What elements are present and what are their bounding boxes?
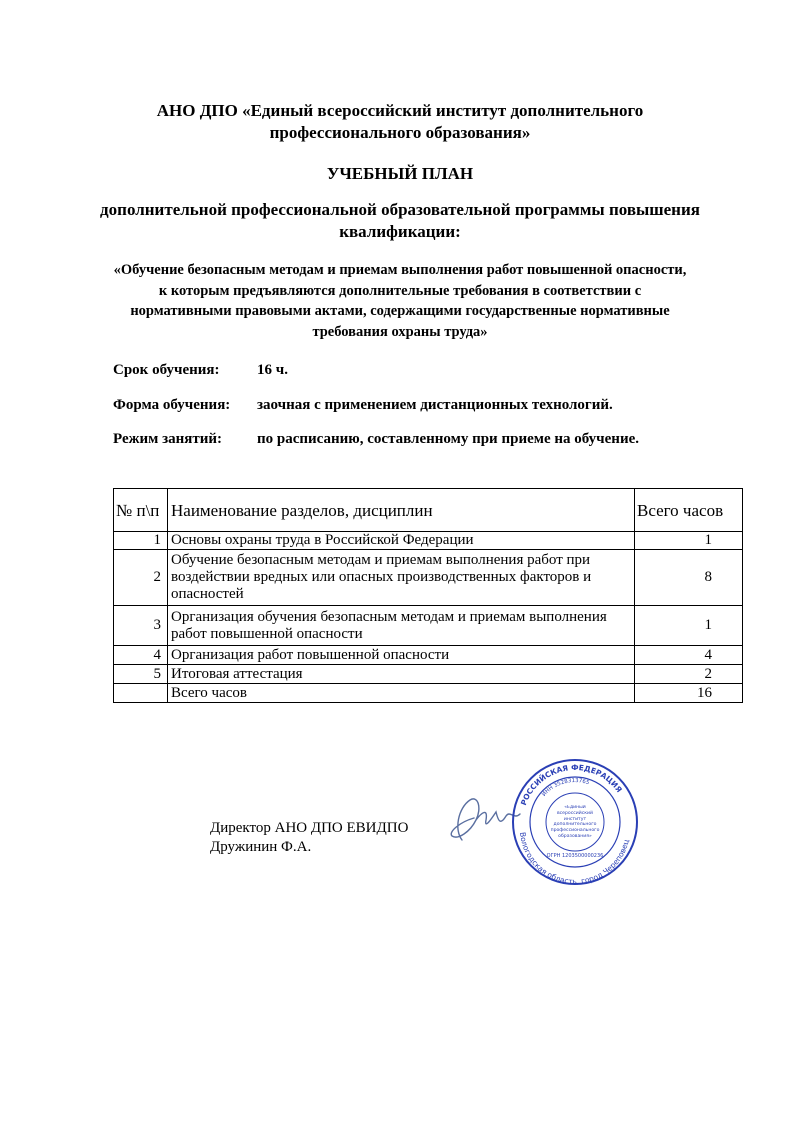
organization-title: АНО ДПО «Единый всероссийский институт дополнительного профессионального образования» xyxy=(156,101,644,142)
total-label: Всего часов xyxy=(168,684,635,703)
table-total-row xyxy=(114,684,743,703)
stamp-inn-text: ИНН 3528313765 xyxy=(541,777,590,798)
stamp-center xyxy=(548,805,602,839)
row-number: 1 xyxy=(114,532,168,550)
header-total-hours: Всего часов xyxy=(635,489,743,532)
row-number: 5 xyxy=(114,665,168,684)
schedule-mode-value: по расписанию, составленному при приеме на обучение. xyxy=(257,431,639,447)
stamp-ogrn-text: ОГРН 1203500000236 xyxy=(546,853,604,859)
signatory-name: Дружинин Ф.А. xyxy=(210,839,312,855)
stamp-top-text: РОССИЙСКАЯ ФЕДЕРАЦИЯ xyxy=(518,762,624,807)
signatory-position: Директор АНО ДПО ЕВИДПО xyxy=(210,820,409,836)
row-discipline: Обучение безопасным методам и приемам выполнения работ при воздействии вредных или опасных производственных факторов и опасностей xyxy=(168,550,635,606)
row-discipline: Организация работ повышенной опасности xyxy=(168,646,635,665)
organization-stamp xyxy=(510,757,640,887)
table-row xyxy=(114,532,743,550)
header-number: № п\п xyxy=(114,489,168,532)
duration-value: 16 ч. xyxy=(257,362,288,378)
document-title: УЧЕБНЫЙ ПЛАН xyxy=(326,164,474,183)
row-discipline: Организация обучения безопасным методам и приемам выполнения работ повышенной опасности xyxy=(168,606,635,646)
program-name: «Обучение безопасным методам и приемам выполнения работ повышенной опасности, к которым предъявляются дополнительные требования в соответствии с нормативными правовыми актами, содержащими государственные нормативные требования охраны труда» xyxy=(113,262,687,340)
table-row xyxy=(114,646,743,665)
row-hours: 1 xyxy=(635,606,743,646)
table-header-row xyxy=(114,489,743,532)
curriculum-table xyxy=(113,488,743,703)
total-hours: 16 xyxy=(635,684,743,703)
study-form-value: заочная с применением дистанционных технологий. xyxy=(257,397,613,413)
row-discipline: Итоговая аттестация xyxy=(168,665,635,684)
row-discipline: Основы охраны труда в Российской Федерации xyxy=(168,532,635,550)
table-row xyxy=(114,665,743,684)
study-form-label: Форма обучения: xyxy=(113,397,231,413)
program-type: дополнительной профессиональной образовательной программы повышения квалификации: xyxy=(100,200,700,241)
header-discipline-name: Наименование разделов, дисциплин xyxy=(168,489,635,532)
stamp-bottom-text: Вологодская область, город Череповец xyxy=(518,831,631,886)
table-row xyxy=(114,550,743,606)
row-hours: 4 xyxy=(635,646,743,665)
duration-label: Срок обучения: xyxy=(113,362,220,378)
row-hours: 8 xyxy=(635,550,743,606)
schedule-mode-label: Режим занятий: xyxy=(113,431,223,447)
table-row xyxy=(114,606,743,646)
row-number: 3 xyxy=(114,606,168,646)
row-hours: 2 xyxy=(635,665,743,684)
row-number: 2 xyxy=(114,550,168,606)
stamp-center-text: «Единый всероссийский институт дополнительного профессионального образования» xyxy=(550,805,600,839)
row-number: 4 xyxy=(114,646,168,665)
row-hours: 1 xyxy=(635,532,743,550)
total-number-empty xyxy=(114,684,168,703)
signature-block xyxy=(210,819,408,857)
